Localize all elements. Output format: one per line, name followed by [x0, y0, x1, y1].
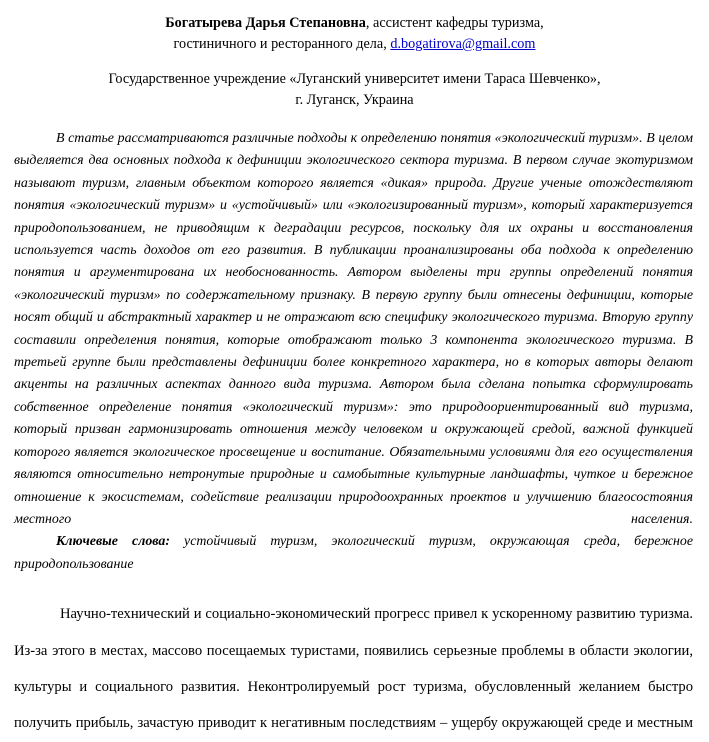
affiliation-line-1: Государственное учреждение «Луганский университет имени Тараса Шевченко»,: [108, 71, 601, 87]
body-section: [0, 596, 709, 742]
author-email-link[interactable]: d.bogatirova@gmail.com: [390, 36, 536, 52]
keywords-paragraph: [14, 531, 693, 576]
author-line-2: [0, 34, 709, 55]
author-role-part-2: гостиничного и ресторанного дела,: [173, 36, 391, 52]
body-paragraph-1: Научно-технический и социально-экономический прогресс привел к ускоренному развитию туризма. Из-за этого в местах, массово посещаемых туристами, появились серьезные проблемы в области экологии, культуры и социального развития. Неконтролируемый рост туризма, обусловленный желанием быстро получить прибыль, зачастую приводит к негативным последствиям – ущербу окружающей среде и местным: [14, 606, 693, 732]
author-role-part-1: , ассистент кафедры туризма,: [365, 15, 544, 31]
article-header: [0, 0, 709, 55]
keywords-value: устойчивый туризм, экологический туризм, окружающая среда, бережное природопользование: [14, 534, 693, 572]
abstract-section: [0, 128, 709, 576]
keywords-label: Ключевые слова:: [56, 534, 170, 550]
author-line-1: [0, 13, 709, 34]
affiliation-block: [0, 69, 709, 111]
author-name: Богатырева Дарья Степановна: [165, 15, 366, 31]
abstract-paragraph: В статье рассматриваются различные подходы к определению понятия «экологический туризм». В целом выделяется два основных подхода к дефиниции экологического сектора туризма. В первом случае экотуризмом называют туризм, главным объектом которого является «дикая» природа. Другие ученые отождествляют понятия «экологический туризм» и «устойчивый» или «экологизированный туризм», который характеризуется природопользованием, не приводящим к деградации ресурсов, поскольку для их охраны и восстановления используется часть доходов от его развития. В публикации проанализированы оба подхода к определению понятия и аргументирована их необоснованность. Автором выделены три группы определений понятия «экологический туризм» по содержательному признаку. В первую группу были отнесены дефиниции, которые носят общий и абстрактный характер и не отражают всю специфику экологического туризма. Вторую группу составили определения понятия, которые отображают только 3 компонента экологического туризма. В третьей группе были представлены дефиниции более конкретного характера, но в которых авторы делают акценты на различных аспектах данного вида туризма. Автором была сделана попытка сформулировать собственное определение понятия «экологический туризм»: это природоориентированный вид туризма, который призван гармонизировать отношения между человеком и окружающей средой, важной функцией которого является экологическое просвещение и воспитание. Обязательными условиями для его осуществления являются относительно нетронутые природные и самобытные культурные ландшафты, чуткое и бережное отношение к экосистемам, содействие реализации природоохранных проектов и улучшению благосостояния местного населения.: [14, 131, 693, 527]
affiliation-line-2: г. Луганск, Украина: [295, 92, 414, 108]
